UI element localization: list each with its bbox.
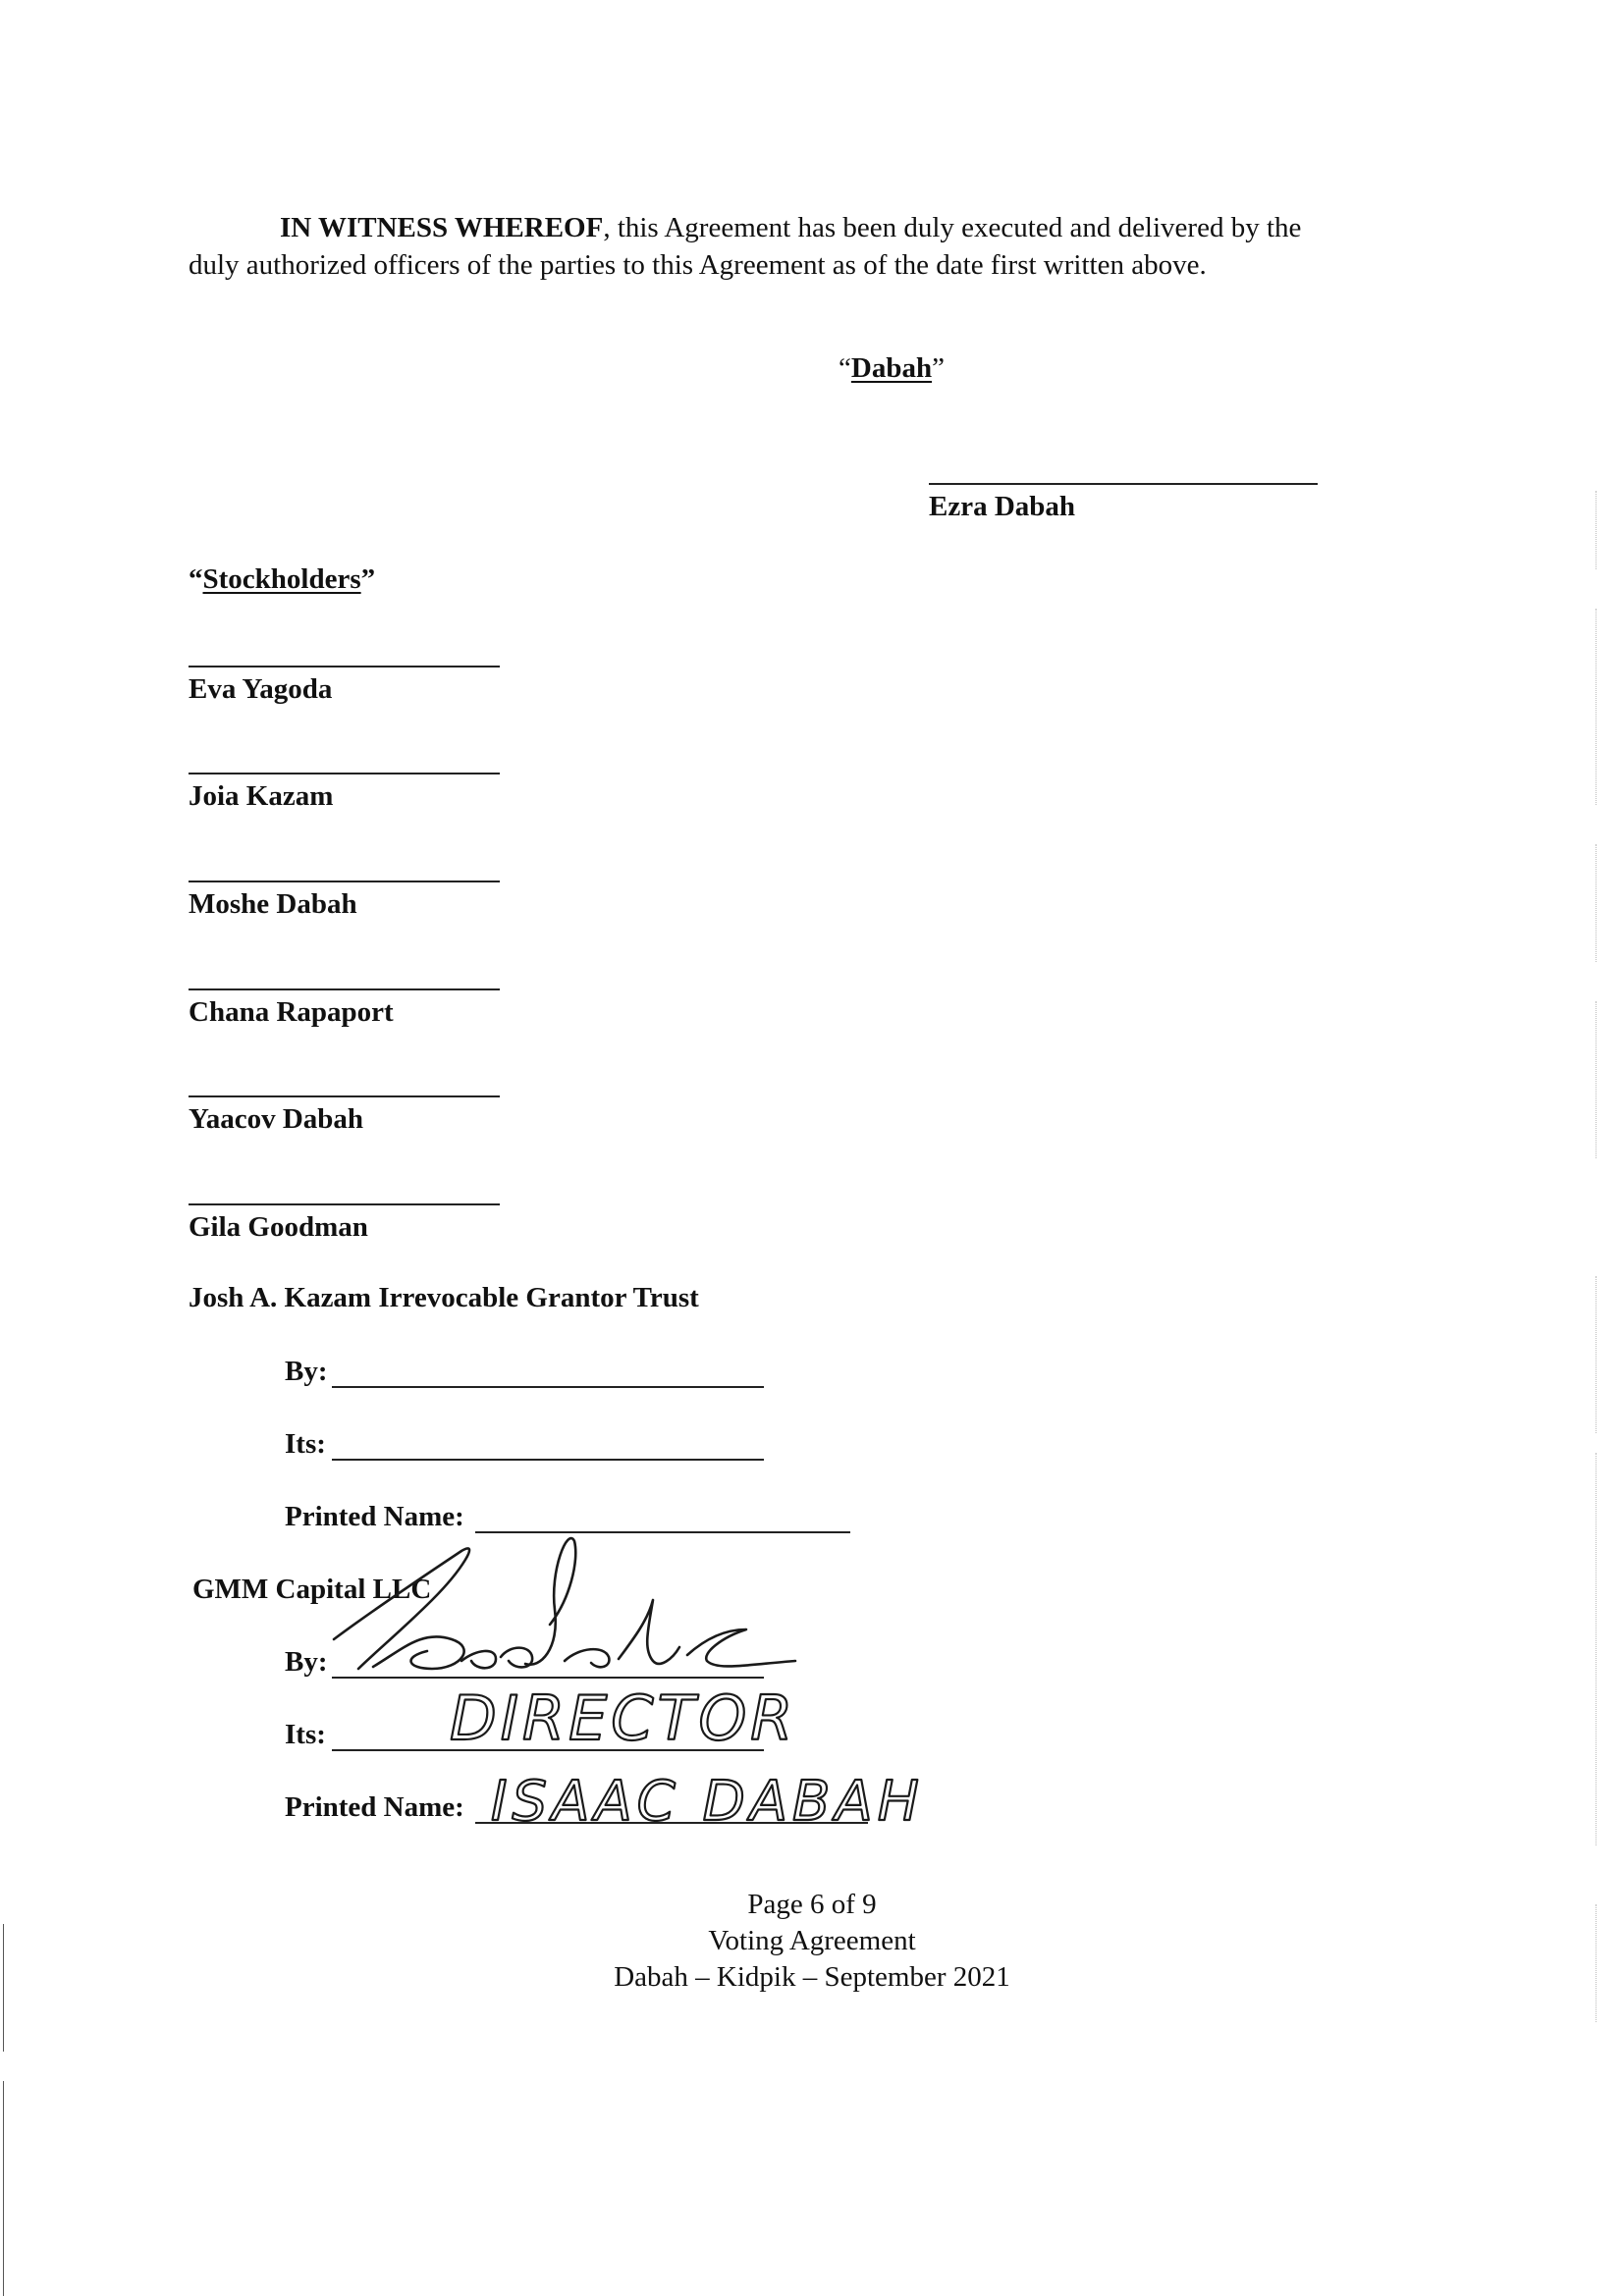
witness-line-2: duly authorized officers of the parties to this Agreement as of the date first written above. [189,249,1207,281]
signature-line-ezra-dabah [929,483,1318,485]
scan-artifact [1596,491,1597,569]
trust-printed-name-label: Printed Name: [285,1501,464,1532]
signer-name: Yaacov Dabah [189,1103,364,1135]
svg-text:ISAAC DABAH: ISAAC DABAH [491,1770,924,1834]
scan-artifact [1596,844,1597,962]
signer-name: Eva Yagoda [189,673,333,705]
dabah-label: Dabah [850,352,933,384]
trust-its-label: Its: [285,1428,326,1460]
trust-by-label: By: [285,1356,328,1387]
footer-doc-ref: Dabah – Kidpik – September 2021 [614,1961,1010,1993]
dabah-close-quote: ” [932,352,945,384]
gmm-its-label: Its: [285,1719,326,1750]
witness-line-1 [280,210,1301,245]
signature-line [189,773,500,774]
dabah-open-quote: “ [839,352,851,384]
gmm-printed-name-label: Printed Name: [285,1791,464,1823]
scan-artifact [1596,1453,1597,1845]
scan-artifact [1596,1001,1597,1158]
gmm-name: GMM Capital LLC [192,1574,432,1605]
stockholders-open-quote: “ [189,563,203,595]
signature-line [189,666,500,667]
scan-artifact [3,2081,4,2296]
witness-line-1-rest: , this Agreement has been duly executed and delivered by the [603,212,1302,243]
witness-lead: IN WITNESS WHEREOF [280,212,604,243]
scan-artifact [3,1924,4,2052]
signature-line [189,1095,500,1097]
scan-artifact [1596,1904,1597,2022]
trust-name: Josh A. Kazam Irrevocable Grantor Trust [189,1282,699,1313]
stockholders-close-quote: ” [360,563,376,595]
signer-name: Gila Goodman [189,1211,368,1243]
signer-name: Chana Rapaport [189,996,394,1028]
stockholders-label: Stockholders [202,563,361,595]
trust-its-line [332,1459,764,1461]
signer-ezra-dabah: Ezra Dabah [929,491,1076,522]
trust-by-line [332,1386,764,1388]
gmm-by-label: By: [285,1646,328,1678]
footer-doc-title: Voting Agreement [708,1925,916,1956]
signature-line [189,1203,500,1205]
stockholders-heading [189,561,375,597]
handwritten-printed-name [485,1753,996,1842]
scan-artifact [1596,1276,1597,1433]
svg-text:DIRECTOR: DIRECTOR [450,1682,797,1754]
signer-name: Joia Kazam [189,780,334,812]
footer-page-number: Page 6 of 9 [747,1889,877,1920]
signature-line [189,881,500,882]
signature-line [189,988,500,990]
scan-artifact [1596,609,1597,805]
dabah-heading [839,350,945,386]
handwritten-title [442,1669,797,1757]
signer-name: Moshe Dabah [189,888,357,920]
